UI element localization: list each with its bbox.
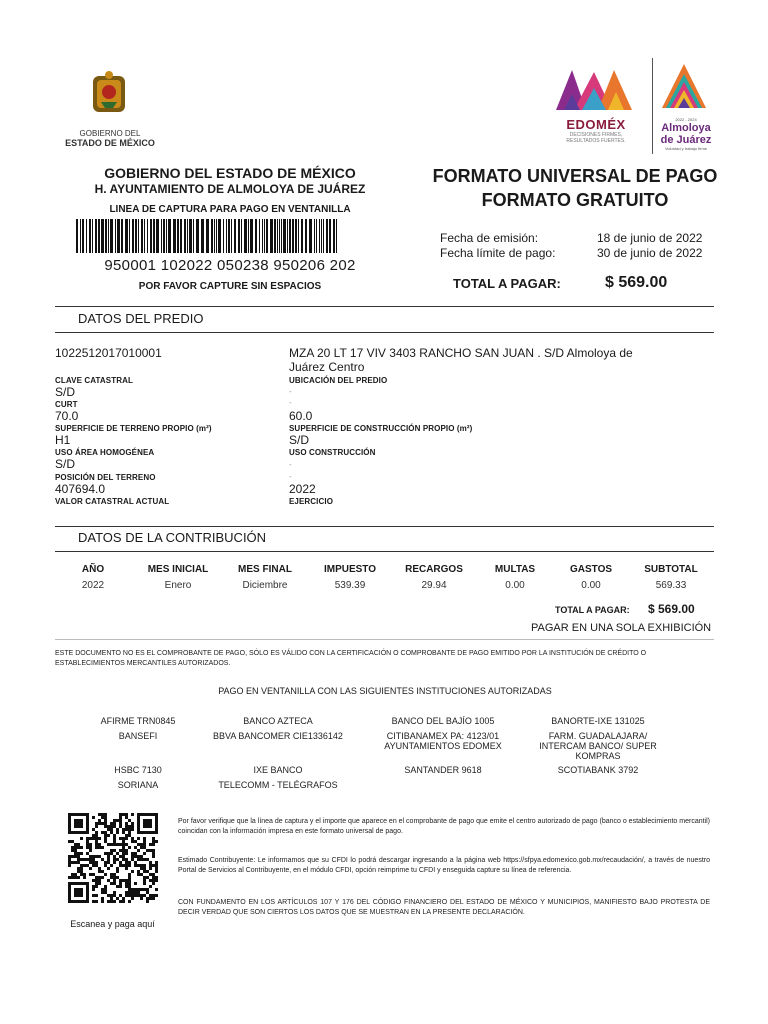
col-header-mes-final: MES FINAL	[238, 564, 292, 575]
linea-captura-label: LINEA DE CAPTURA PARA PAGO EN VENTANILLA	[109, 204, 351, 215]
sup-terreno-value: 70.0	[55, 409, 79, 423]
curt-value: S/D	[55, 385, 76, 399]
bank-item: SANTANDER 9618	[404, 765, 482, 775]
curt-label: CURT	[55, 400, 78, 409]
gob-logo-line1: GOBIERNO DEL	[79, 129, 141, 138]
edomex-wordmark: EDOMÉX	[566, 117, 626, 132]
gobierno-edomex-logo	[55, 70, 165, 146]
barcode-icon	[76, 219, 338, 253]
bank-item: SORIANA	[117, 780, 159, 790]
contribucion-total-label: TOTAL A PAGAR:	[555, 605, 630, 615]
formato-title2: FORMATO GRATUITO	[481, 190, 669, 210]
logo-divider	[652, 58, 653, 154]
total-pagar-label: TOTAL A PAGAR:	[453, 276, 561, 291]
fecha-limite-value: 30 de junio de 2022	[597, 246, 703, 260]
footer-rule	[55, 639, 714, 640]
uso-area-value: H1	[55, 433, 71, 447]
sup-construccion-value: 60.0	[289, 409, 313, 423]
uso-area-label: USO ÁREA HOMOGÉNEA	[55, 448, 155, 457]
almoloya-logo	[656, 60, 716, 158]
cell-mes-final: Diciembre	[242, 580, 288, 591]
verify-paragraph: Por favor verifique que la línea de captura y el importe que aparece en el comprobante de pago que emite el centro autorizado de pago (banco o establecimiento mercantil) coincidan con la información impresa en este formato universal de pago.	[178, 818, 710, 835]
fecha-limite-label: Fecha límite de pago:	[440, 246, 556, 260]
posicion-label: POSICIÓN DEL TERRENO	[55, 473, 156, 482]
almoloya-line2: de Juárez	[660, 134, 712, 146]
edomex-logo	[552, 64, 640, 154]
predio-top-rule	[55, 306, 714, 307]
cell-anio: 2022	[81, 580, 105, 591]
predio-bottom-rule	[55, 332, 714, 333]
contribucion-bottom-rule	[55, 551, 714, 552]
edomex-slogan2: RESULTADOS FUERTES.	[566, 138, 626, 144]
dash-1: -	[289, 387, 292, 396]
almoloya-slogan: Voluntad y trabajo firme	[664, 146, 708, 151]
bank-item: TELECOMM - TELÉGRAFOS	[218, 780, 338, 790]
predio-section-title: DATOS DEL PREDIO	[78, 311, 204, 326]
bank-item: CITIBANAMEX PA: 4123/01 AYUNTAMIENTOS EDOMEX	[384, 731, 502, 751]
formato-title1: FORMATO UNIVERSAL DE PAGO	[432, 166, 718, 186]
ubicacion-value: MZA 20 LT 17 VIV 3403 RANCHO SAN JUAN . S/D Almoloya de Juárez Centro	[289, 346, 633, 374]
ejercicio-label: EJERCICIO	[289, 497, 334, 506]
bank-item: HSBC 7130	[114, 765, 162, 775]
cell-recargos: 29.94	[421, 580, 447, 591]
qr-code-icon	[68, 813, 158, 903]
col-header-gastos: GASTOS	[569, 564, 613, 575]
col-header-anio: AÑO	[81, 564, 105, 575]
dash-3: -	[289, 460, 292, 469]
bank-item: BBVA BANCOMER CIE1336142	[213, 731, 343, 741]
edomex-slogan1: DECISIONES FIRMES,	[569, 132, 623, 138]
bank-item: BANORTE-IXE 131025	[551, 716, 645, 726]
bank-item: FARM. GUADALAJARA/ INTERCAM BANCO/ SUPER KOMPRAS	[539, 731, 657, 761]
sup-terreno-label: SUPERFICIE DE TERRENO PROPIO (m²)	[55, 424, 212, 433]
clave-catastral-label: CLAVE CATASTRAL	[55, 376, 133, 385]
almoloya-line1: Almoloya	[661, 122, 711, 134]
uso-construccion-value: S/D	[289, 433, 310, 447]
disclaimer: ESTE DOCUMENTO NO ES EL COMPROBANTE DE PAGO, SÓLO ES VÁLIDO CON LA CERTIFICACIÓN O COMPROBANTE DE PAGO EMITIDO POR LA INSTITUCIÓN DE CRÉDITO O ESTABLECIMIENTOS MERCANTILES AUTORIZADOS.	[55, 650, 647, 667]
dash-4: -	[289, 472, 292, 481]
contribucion-top-rule	[55, 526, 714, 527]
col-header-multas: MULTAS	[494, 564, 536, 575]
cell-mes-inicial: Enero	[164, 580, 192, 591]
dash-2: -	[289, 398, 292, 407]
almoloya-years: 2022 - 2024	[675, 117, 697, 122]
cfdi-paragraph: Estimado Contribuyente: Le informamos que su CFDI lo podrá descargar ingresando a la página web https://sfpya.edomexico.gob.mx/recaudación/, a través de nuestro Portal de Servicios al Contribuyente, en el módulo CFDI, opción reimprime tu CFDI y enseguida capture su línea de referencia.	[178, 857, 710, 874]
cell-subtotal: 569.33	[655, 580, 687, 591]
legal-paragraph: CON FUNDAMENTO EN LOS ARTÍCULOS 107 Y 176 DEL CÓDIGO FINANCIERO DEL ESTADO DE MÉXICO Y MUNICIPIOS, MANIFIESTO BAJO PROTESTA DE DECIR VERDAD QUE SON CIERTOS LOS DATOS QUE SE MUESTRAN EN LA PRESENTE DECLARACIÓN.	[178, 899, 710, 916]
barcode	[76, 219, 338, 253]
bank-item: SCOTIABANK 3792	[557, 765, 639, 775]
edomex-m-icon	[552, 64, 636, 112]
ubicacion-label: UBICACIÓN DEL PREDIO	[289, 376, 388, 385]
valor-catastral-label: VALOR CATASTRAL ACTUAL	[55, 497, 170, 506]
bank-item: BANCO AZTECA	[243, 716, 313, 726]
col-header-recargos: RECARGOS	[405, 564, 463, 575]
gov-title: GOBIERNO DEL ESTADO DE MÉXICO	[104, 165, 356, 181]
qr-code	[68, 813, 158, 903]
fecha-emision-value: 18 de junio de 2022	[597, 231, 703, 245]
uso-construccion-label: USO CONSTRUCCIÓN	[289, 448, 376, 457]
banks-title: PAGO EN VENTANILLA CON LAS SIGUIENTES INSTITUCIONES AUTORIZADAS	[218, 686, 552, 696]
almoloya-mountain-icon	[656, 60, 712, 112]
total-pagar-value: $ 569.00	[605, 274, 668, 291]
bank-item: IXE BANCO	[253, 765, 303, 775]
ayuntamiento-title: H. AYUNTAMIENTO DE ALMOLOYA DE JUÁREZ	[94, 182, 366, 196]
ejercicio-value: 2022	[289, 482, 316, 496]
bank-item: AFIRME TRN0845	[100, 716, 176, 726]
col-header-subtotal: SUBTOTAL	[644, 564, 698, 575]
contribucion-total-value: $ 569.00	[648, 602, 695, 616]
coat-of-arms-icon	[55, 70, 165, 120]
cell-gastos: 0.00	[581, 580, 601, 591]
contribucion-section-title: DATOS DE LA CONTRIBUCIÓN	[78, 530, 267, 545]
col-header-impuesto: IMPUESTO	[323, 564, 377, 575]
capture-note: POR FAVOR CAPTURE SIN ESPACIOS	[138, 281, 322, 292]
posicion-value: S/D	[55, 457, 76, 471]
qr-caption: Escanea y paga aquí	[70, 919, 155, 929]
fecha-emision-label: Fecha de emisión:	[440, 231, 539, 245]
gob-logo-line2: ESTADO DE MÉXICO	[65, 138, 155, 148]
cell-impuesto: 539.39	[334, 580, 366, 591]
cell-multas: 0.00	[505, 580, 525, 591]
bank-item: BANCO DEL BAJÍO 1005	[391, 716, 495, 726]
bank-item: BANSEFI	[118, 731, 158, 741]
sup-construccion-label: SUPERFICIE DE CONSTRUCCIÓN PROPIO (m²)	[289, 424, 473, 433]
col-header-mes-inicial: MES INICIAL	[147, 564, 209, 575]
valor-catastral-value: 407694.0	[55, 482, 106, 496]
linea-captura-number: 950001 102022 050238 950206 202	[104, 257, 356, 274]
single-payment-note: PAGAR EN UNA SOLA EXHIBICIÓN	[531, 622, 712, 634]
clave-catastral-value: 1022512017010001	[55, 346, 162, 360]
